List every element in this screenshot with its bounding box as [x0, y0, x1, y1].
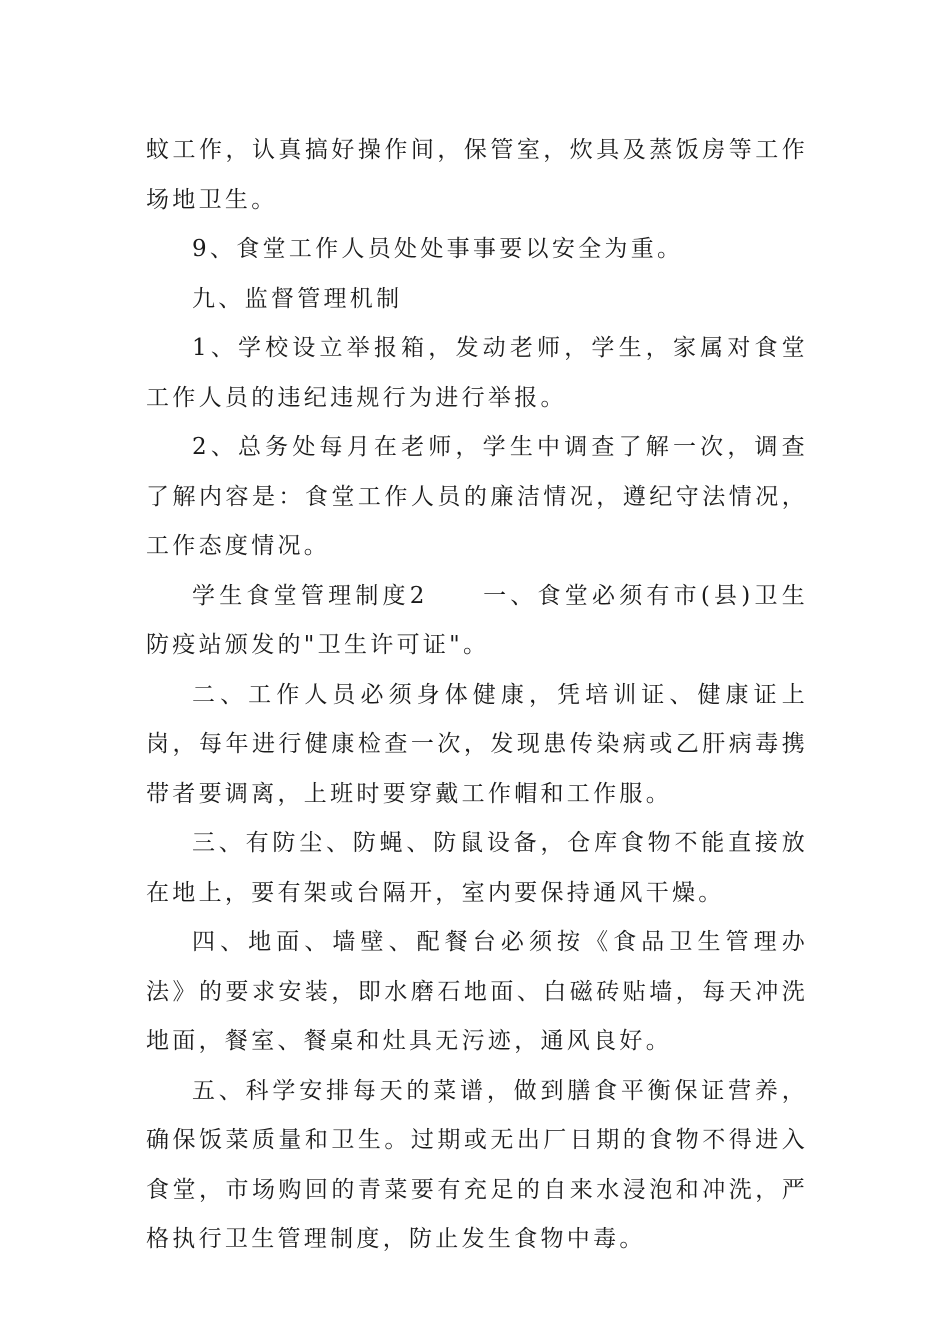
paragraph-continuation: 蚊工作，认真搞好操作间，保管室，炊具及蒸饭房等工作场地卫生。: [146, 137, 808, 213]
paragraph-item-9: 9、食堂工作人员处处事事要以安全为重。: [192, 236, 684, 262]
section-heading-supervision: 九、监督管理机制: [192, 285, 403, 312]
paragraph-supervision-2: 2、总务处每月在老师，学生中调查了解一次，调查了解内容是：食堂工作人员的廉洁情况，遵纪守法情况，工作态度情况。: [146, 434, 808, 559]
paragraph-rule-3: 三、有防尘、防蝇、防鼠设备，仓库食物不能直接放在地上，要有架或台隔开，室内要保持通风干燥。: [146, 830, 808, 906]
document-body: [146, 126, 808, 1265]
paragraph-supervision-1: 1、学校设立举报箱，发动老师，学生，家属对食堂工作人员的违纪违规行为进行举报。: [146, 335, 808, 411]
paragraph-rule-4: 四、地面、墙壁、配餐台必须按《食品卫生管理办法》的要求安装，即水磨石地面、白磁砖贴墙，每天冲洗地面，餐室、餐桌和灶具无污迹，通风良好。: [146, 929, 808, 1054]
paragraph-rule-5: 五、科学安排每天的菜谱，做到膳食平衡保证营养，确保饭菜质量和卫生。过期或无出厂日期的食物不得进入食堂，市场购回的青菜要有充足的自来水浸泡和冲洗，严格执行卫生管理制度，防止发生食物中毒。: [146, 1077, 808, 1252]
paragraph-system-2-intro: 学生食堂管理制度2 一、食堂必须有市(县)卫生防疫站颁发的"卫生许可证"。: [146, 582, 808, 658]
paragraph-rule-2: 二、工作人员必须身体健康，凭培训证、健康证上岗，每年进行健康检查一次，发现患传染病或乙肝病毒携带者要调离，上班时要穿戴工作帽和工作服。: [146, 681, 808, 807]
